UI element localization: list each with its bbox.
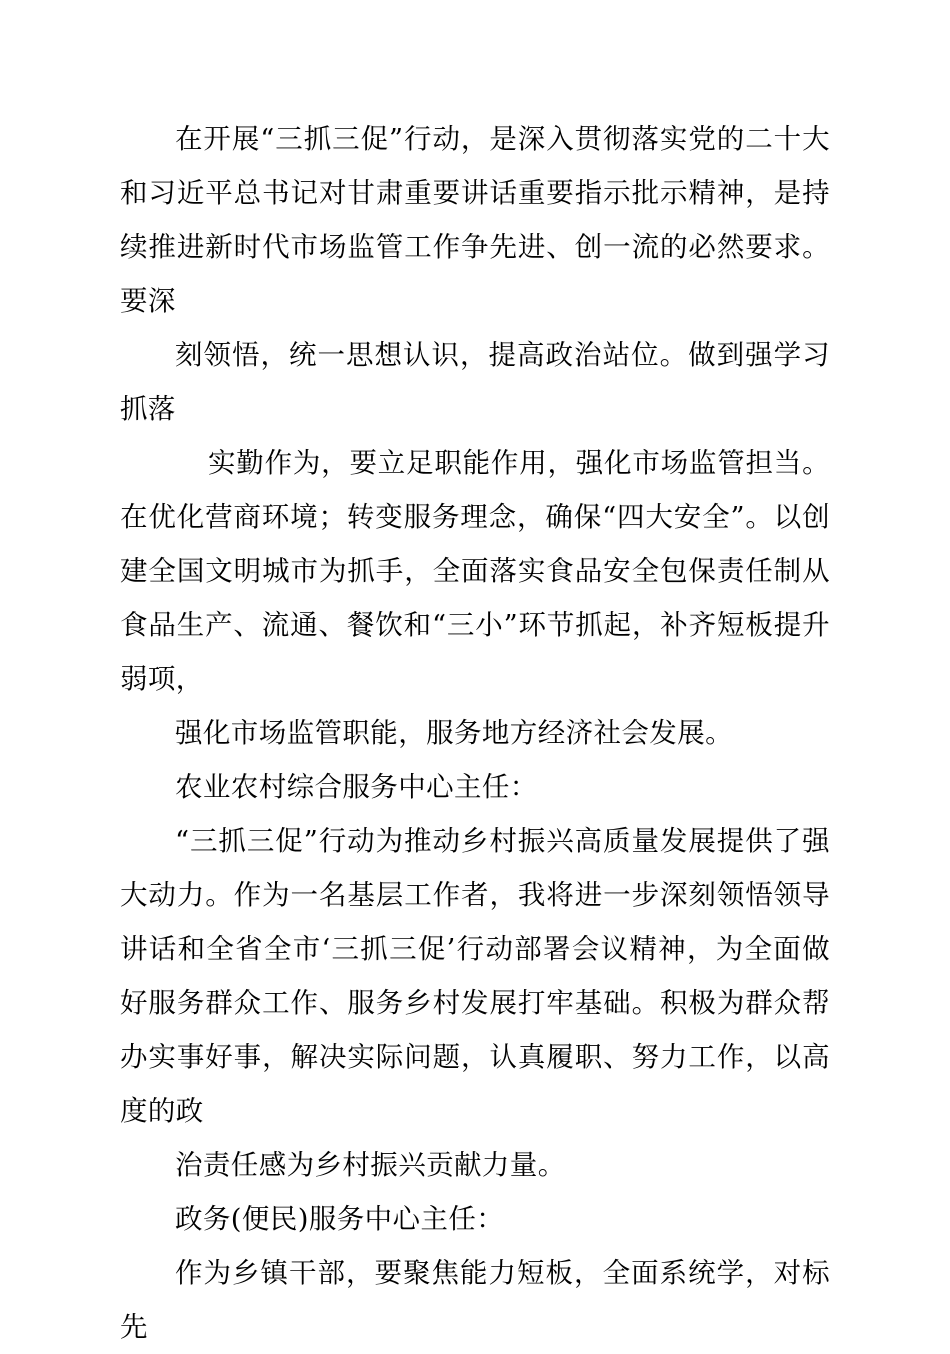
paragraph-8: 政务(便民)服务中心主任： xyxy=(175,1203,505,1235)
paragraph-2: 刻领悟，统一思想认识，提高政治站位。做到强学习抓落 xyxy=(120,339,830,425)
paragraph-7: 治责任感为乡村振兴贡献力量。 xyxy=(175,1149,566,1181)
paragraph-3: 实勤作为，要立足职能作用，强化市场监管担当。在优化营商环境；转变服务理念，确保“四大安全”。以创建全国文明城市为抓手，全面落实食品安全包保责任制从食品生产、流通、餐饮和“三小”环节抓起，补齐短板提升弱项， xyxy=(120,447,830,695)
paragraph-1: 在开展“三抓三促”行动，是深入贯彻落实党的二十大和习近平总书记对甘肃重要讲话重要指示批示精神，是持续推进新时代市场监管工作争先进、创一流的必然要求。要深 xyxy=(120,123,830,317)
paragraph-5: 农业农村综合服务中心主任： xyxy=(175,771,538,803)
paragraph-6: “三抓三促”行动为推动乡村振兴高质量发展提供了强大动力。作为一名基层工作者，我将进一步深刻领悟领导讲话和全省全市‘三抓三促’行动部署会议精神，为全面做好服务群众工作、服务乡村发展打牢基础。积极为群众帮办实事好事，解决实际问题，认真履职、努力工作，以高度的政 xyxy=(120,825,830,1127)
paragraph-9: 作为乡镇干部，要聚焦能力短板，全面系统学，对标先 xyxy=(120,1257,830,1343)
document-body xyxy=(120,112,830,1354)
paragraph-4: 强化市场监管职能，服务地方经济社会发展。 xyxy=(175,717,733,749)
